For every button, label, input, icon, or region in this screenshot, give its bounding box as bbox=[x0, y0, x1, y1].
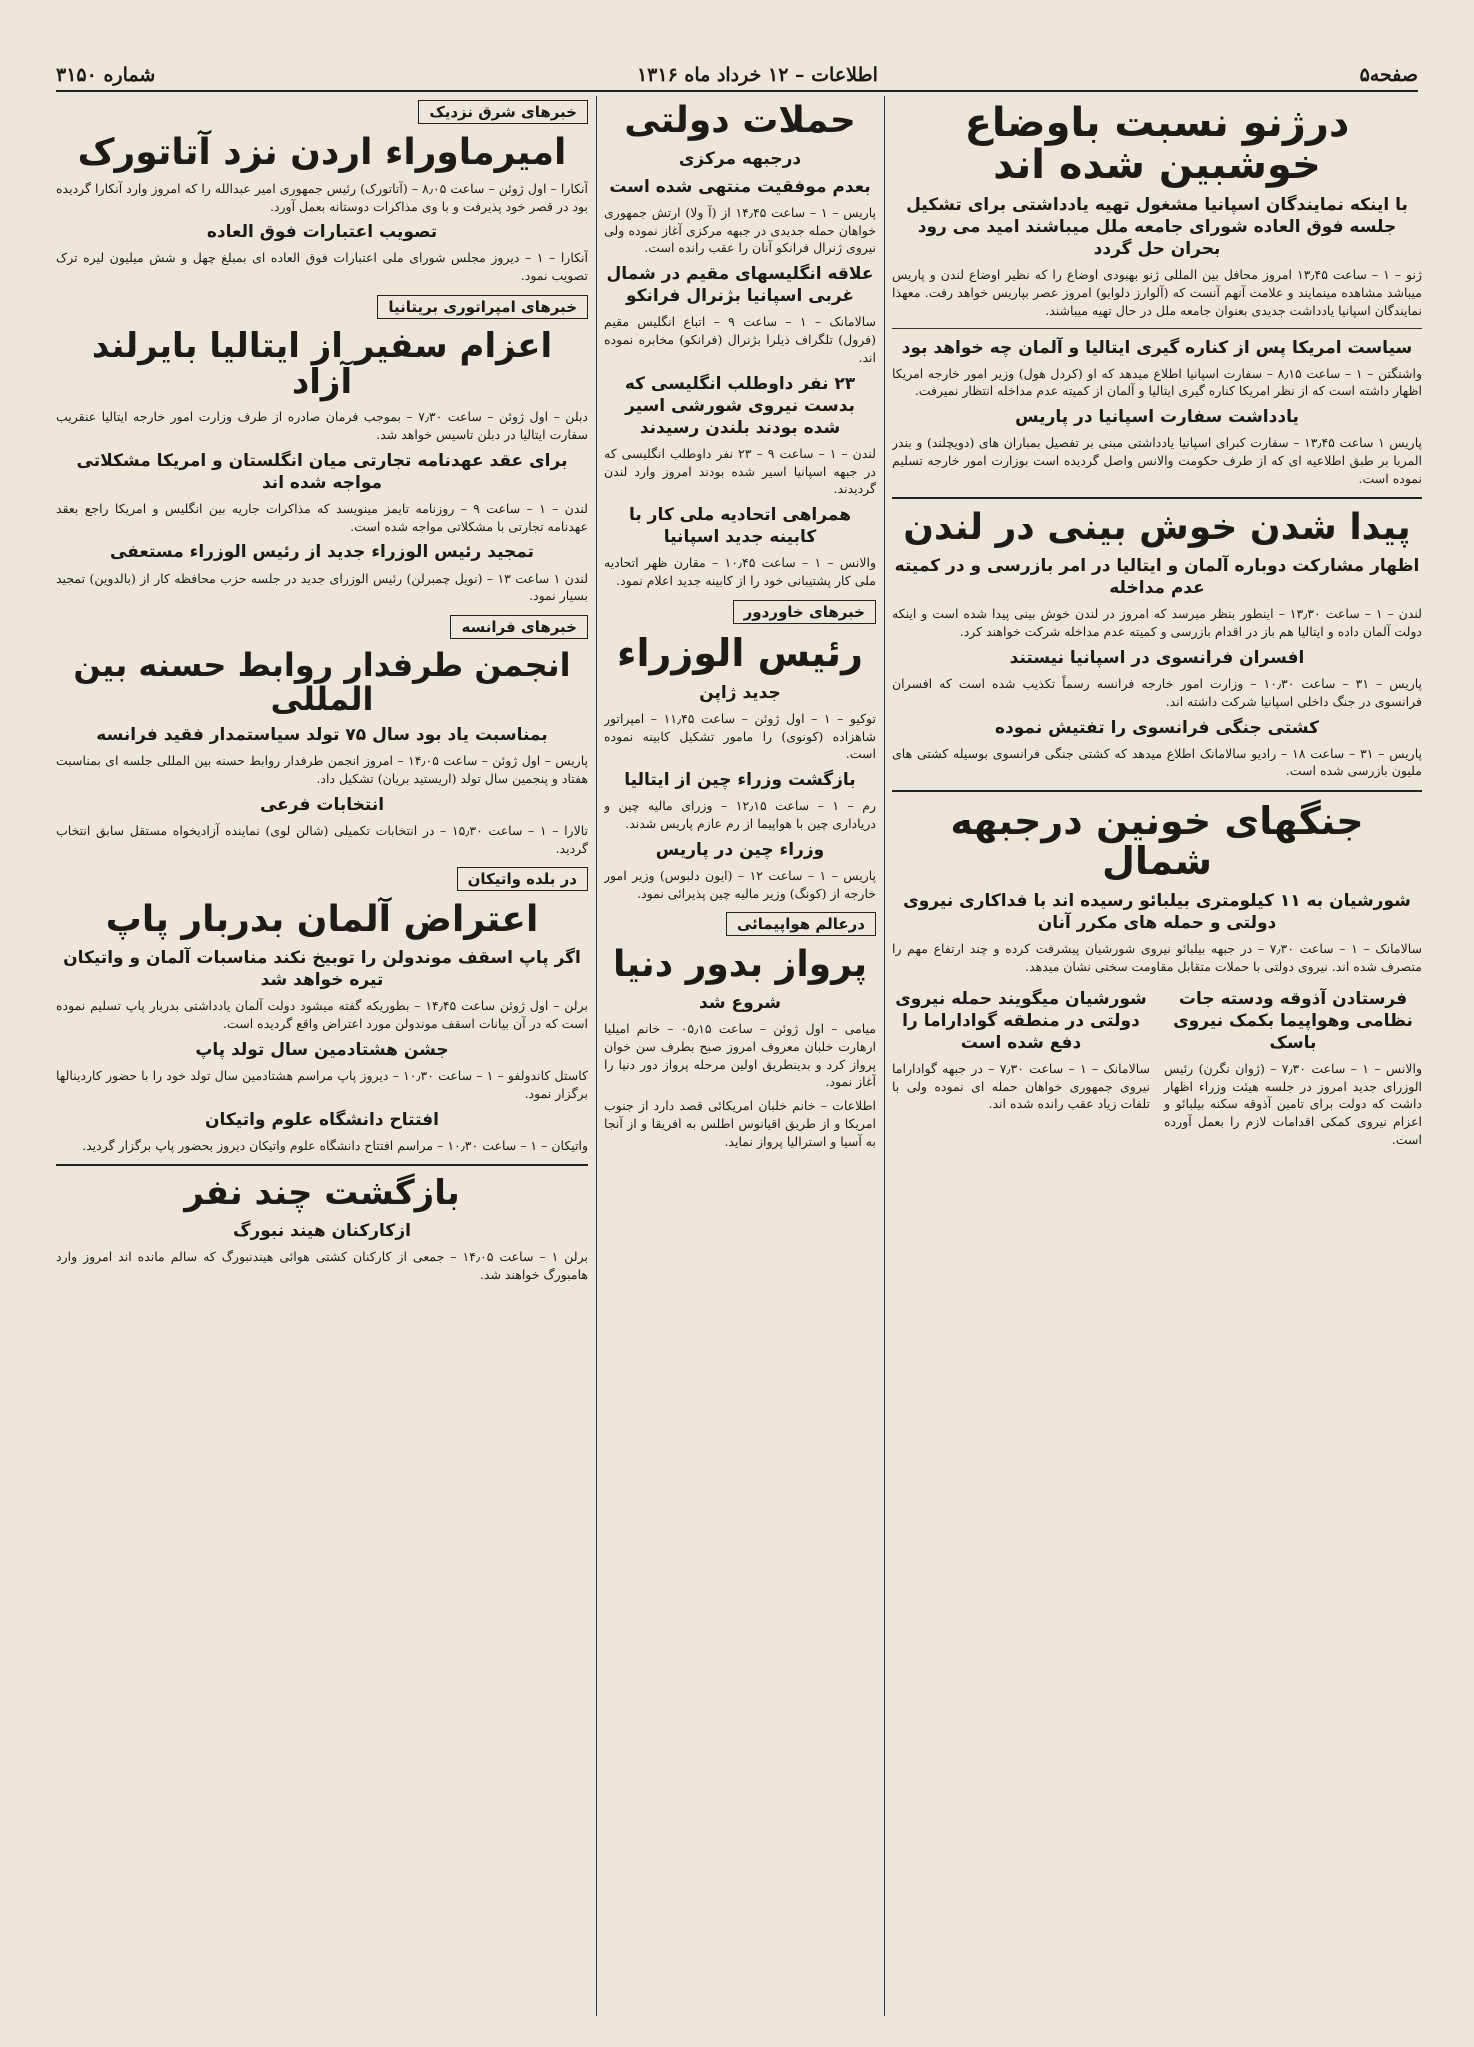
divider bbox=[56, 1164, 588, 1166]
article-japan-pm: توکیو – ۱ – اول ژوئن – ساعت ۱۱٫۴۵ – امپراتور شاهزاده (کونوی) را مامور تشکیل کابینه نموده است. bbox=[604, 710, 876, 762]
subhead-german-protest: اگر پاپ اسقف موندولن را توبیخ نکند مناسبات آلمان و واتیکان تیره خواهد شد bbox=[63, 948, 581, 991]
article-volunteers: لندن – ۱ – ساعت ۹ – ۲۳ نفر داوطلب انگلیسی که در جبهه اسپانیا اسیر شده بودند امروز وارد لندن گردیدند. bbox=[604, 445, 876, 497]
article-north-front: سالامانک – ۱ – ساعت ۷٫۳۰ – در جبهه بیلبائو نیروی شورشیان پیشرفت کرده و چند ارتفاع مهم را متصرف شده اند. نیروی دولتی با حملات متقابل مقاومت سختی نشان میدهد. bbox=[892, 941, 1422, 974]
subhead-central-front: درجبهه مرکزی bbox=[678, 148, 802, 169]
subhead-north-front: شورشیان به ۱۱ کیلومتری بیلبائو رسیده اند با فداکاری نیروی دولتی و حمله های مکرر آنان bbox=[903, 890, 1411, 934]
section-vatican: در بلده واتیکان bbox=[457, 867, 588, 891]
article-pope-birthday: کاستل کاندولفو – ۱ – ساعت ۱۰٫۳۰ – دیروز پاپ مراسم هشتادمین سال تولد خود را با حضور کاردینالها برگزار نمود. bbox=[56, 1068, 588, 1101]
headline-volunteers: ۲۳ نفر داوطلب انگلیسی که بدست نیروی شورشی اسیر شده بودند بلندن رسیدند bbox=[624, 373, 856, 438]
headline-pm-praise: تمجید رئیس الوزراء جدید از رئیس الوزراء مستعفی bbox=[109, 542, 535, 563]
subhead-london: اظهار مشارکت دوباره آلمان و ایتالیا در امر بازرسی و در کمیته عدم مداخله bbox=[894, 556, 1420, 599]
headline-credits: تصویب اعتبارات فوق العاده bbox=[206, 222, 438, 243]
headline-gov-attacks: حملات دولتی bbox=[624, 100, 856, 141]
page-number: صفحه۵ bbox=[1359, 64, 1418, 86]
headline-emir-ataturk: امیرماوراء اردن نزد آتاتورک bbox=[77, 132, 567, 173]
headline-french-officers: افسران فرانسوی در اسپانیا نیستند bbox=[1009, 647, 1305, 668]
headline-guadarrama: شورشیان میگویند حمله نیروی دولتی در منطقه گواداراما را دفع شده است bbox=[895, 988, 1147, 1053]
headline-us-policy: سیاست امریکا پس از کناره گیری ایتالیا و آلمان چه خواهد بود bbox=[901, 337, 1413, 358]
headline-return: بازگشت چند نفر bbox=[184, 1173, 460, 1214]
headline-japan-pm: رئیس الوزراء bbox=[617, 630, 863, 675]
section-france: خبرهای فرانسه bbox=[450, 615, 588, 639]
article-world-flight-note: اطلاعات – خانم خلبان امریکائی قصد دارد از جنوب امریکا و از طریق اقیانوس اطلس به افریقا و از آنجا به آسیا و استرالیا پرواز نماید. bbox=[604, 1098, 876, 1149]
section-british-empire: خبرهای امپراتوری بریتانیا bbox=[377, 295, 588, 319]
subhead-failure: بعدم موفقیت منتهی شده است bbox=[609, 176, 871, 197]
article-spain-note: پاریس ۱ ساعت ۱۳٫۴۵ – سفارت کبرای اسپانیا یادداشتی مبنی بر تفصیل بمباران های (دویچلند) و بندر المریا بر طبق اطلاعیه ای که از طرف حکومت والانس واصل گردیده است بوزارت امور خارجه تسلیم نموده است. bbox=[892, 435, 1422, 486]
column-rule bbox=[596, 96, 597, 2016]
divider bbox=[892, 497, 1422, 499]
page-header bbox=[56, 56, 1418, 92]
headline-british-franco: علاقه انگلیسهای مقیم در شمال غربی اسپانیا بژنرال فرانکو bbox=[606, 264, 874, 307]
headline-german-protest: اعتراض آلمان بدربار پاپ bbox=[105, 899, 539, 941]
article-credits: آنکارا – ۱ – دیروز مجلس شورای ملی اعتبارات فوق العاده ای بمبلغ چهل و شش میلیون لیره ترک تصویب نمود. bbox=[56, 250, 588, 284]
section-aviation: درعالم هواپیمائی bbox=[726, 912, 876, 936]
headline-warship: کشتی جنگی فرانسوی را تفتیش نموده bbox=[995, 717, 1319, 738]
headline-by-election: انتخابات فرعی bbox=[259, 794, 385, 815]
article-german-protest: برلن – اول ژوئن ساعت ۱۴٫۴۵ – بطوریکه گفته میشود دولت آلمان یادداشتی بدربار پاپ تسلیم نموده است که در آن بیانات اسقف موندولن مورد اعتراض واقع گردیده است. bbox=[56, 998, 588, 1032]
headline-pope-birthday: جشن هشتادمین سال تولد پاپ bbox=[195, 1039, 449, 1060]
article-goodwill-society: پاریس – اول ژوئن – ساعت ۱۴٫۰۵ – امروز انجمن طرفدار روابط حسنه بین المللی جلسه ای بمناسبت هفتاد و پنجمین سال تولد (اریستید بریان) تشکیل داد. bbox=[56, 753, 588, 787]
headline-spain-note: یادداشت سفارت اسپانیا در پاریس bbox=[1015, 407, 1299, 428]
headline-london: پیدا شدن خوش بینی در لندن bbox=[903, 507, 1411, 549]
article-china-italy: رم – ۱ – ساعت ۱۲٫۱۵ – وزرای مالیه چین و دریاداری چین با هواپیما از رم عازم پاریس شدند. bbox=[604, 798, 876, 831]
article-geneva: ژنو – ۱ – ساعت ۱۳٫۴۵ امروز محافل بین المللی ژنو بهبودی اوضاع را که نظیر اوضاع لندن و پاریس میباشد مشاهده مینمایند و علامت آنهم آنست که (آلوارز دلوایو) امروز عصر بپاریس خواهد رفت. معهذا نمایندگان اسپانیا یادداشت جدیدی بعنوان جامعه ملل در حال تهیه میباشند. bbox=[892, 267, 1422, 318]
headline-geneva: درژنو نسبت باوضاع خوشبین شده اند bbox=[964, 100, 1350, 188]
two-column-block bbox=[892, 982, 1422, 1155]
subhead-goodwill-society: بمناسبت یاد بود سال ۷۵ تولد سیاستمدار فقید فرانسه bbox=[96, 725, 548, 746]
article-emir-ataturk: آنکارا – اول ژوئن – ساعت ۸٫۰۵ – (آتاتورک) رئیس جمهوری امیر عبدالله را که امروز وارد آنکارا گردیده بود در قصر خود پذیرفت و با وی مذاکرات دوستانه بعمل آورد. bbox=[56, 180, 588, 214]
article-gov-attacks: پاریس – ۱ – ساعت ۱۴٫۴۵ از (آ ولا) ارتش جمهوری خواهان حمله جدیدی در جبهه مرکزی آغاز نموده ولی نیروی ژنرال فرانکو آنان را عقب رانده است. bbox=[604, 204, 876, 256]
article-us-policy: واشنگتن – ۱ – ساعت ۸٫۱۵ – سفارت اسپانیا اطلاع میدهد که او (کردل هول) وزیر امور خارجه امریکا اظهار داشته است که از نظر امریکا کناره گیری ایتالیا و آلمان از کمیته عدم مداخله انتظار نمیرفت. bbox=[892, 365, 1422, 399]
article-warship: پاریس – ۳۱ – ساعت ۱۸ – رادیو سالامانک اطلاع میدهد که کشتی جنگی فرانسوی بوسیله کشتی های ملیون بازرسی شده است. bbox=[892, 745, 1422, 779]
headline-labor-union: همراهی اتحادیه ملی کار با کابینه جدید اسپانیا bbox=[629, 505, 851, 548]
column-right bbox=[892, 96, 1422, 2016]
section-far-east: خبرهای خاوردور bbox=[733, 600, 876, 624]
article-trade-treaty: لندن – ۱ – ساعت ۹ – روزنامه تایمز مینویسد که مذاکرات جاریه بین انگلیس و امریکا راجع بعقد عهدنامه تجارتی با مشکلاتی مواجه شده است. bbox=[56, 500, 588, 534]
headline-vatican-university: افتتاح دانشگاه علوم واتیکان bbox=[205, 1109, 439, 1130]
divider bbox=[892, 790, 1422, 792]
headline-trade-treaty: برای عقد عهدنامه تجارتی میان انگلستان و امریکا مشکلاتی مواجه شده اند bbox=[76, 450, 568, 493]
article-french-officers: پاریس – ۳۱ – ساعت ۱۰٫۳۰ – وزارت امور خارجه فرانسه رسماً تکذیب شده است که افسران فرانسوی در جنگ داخلی اسپانیا شرکت داشته اند. bbox=[892, 676, 1422, 709]
subhead-return: ازکارکنان هیند نبورگ bbox=[233, 1221, 411, 1242]
subhead-geneva: با اینکه نمایندگان اسپانیا مشغول تهیه یادداشتی برای تشکیل جلسه فوق العاده شورای جامعه ملل میباشند امید می رود بحران حل گردد bbox=[906, 195, 1408, 260]
column-rule bbox=[884, 96, 885, 2016]
masthead-date: اطلاعات – ۱۲ خرداد ماه ۱۳۱۶ bbox=[636, 64, 878, 86]
headline-italy-ireland: اعزام سفیر از ایتالیا بایرلند آزاد bbox=[91, 325, 553, 402]
issue-number: شماره ۳۱۵۰ bbox=[56, 64, 156, 86]
subhead-world-flight: شروع شد bbox=[699, 993, 781, 1014]
article-british-franco: سالامانک – ۱ – ساعت ۹ – اتباع انگلیس مقیم (فرول) تلگراف ذیلرا بژنرال (فرانکو) مخابره نموده اند. bbox=[604, 314, 876, 365]
article-world-flight: میامی – اول ژوئن – ساعت ۰۵٫۱۵ – خانم امیلیا ارهارت خلبان معروف امروز صبح بطرف سن خوان پرواز کرد و بدینطریق اولین مرحله پرواز دور دنیا را آغاز نمود. bbox=[604, 1021, 876, 1090]
headline-china-italy: بازگشت وزراء چین از ایتالیا bbox=[624, 770, 856, 791]
article-labor-union: والانس – ۱ – ساعت ۱۰٫۴۵ – مقارن ظهر اتحادیه ملی کار پشتیبانی خود را از کابینه جدید اعلام نمود. bbox=[604, 555, 876, 589]
headline-china-paris: وزراء چین در پاریس bbox=[655, 839, 825, 860]
article-by-election: تالارا – ۱ – ساعت ۱۵٫۳۰ – در انتخابات تکمیلی (شالن لوی) نماینده آزادیخواه مستقل سابق انتخاب گردید. bbox=[56, 822, 588, 856]
subhead-japan-pm: جدید ژاپن bbox=[699, 682, 781, 703]
article-supplies: والانس – ۱ – ساعت ۷٫۳۰ – (ژوان نگرن) رئیس الوزرای جدید امروز در جلسه هیئت وزراء اظهار داشت که دولت برای تامین آذوقه سکنه بیلبائو و اعزام نیروی کمکی اقدامات لازم را بعمل آورده است. bbox=[1164, 1060, 1422, 1147]
headline-supplies: فرستادن آذوقه ودسته جات نظامی وهواپیما بکمک نیروی باسک bbox=[1173, 988, 1413, 1053]
article-china-paris: پاریس – ۱ – ساعت ۱۲ – (ایون دلبوس) وزیر امور خارجه از (کونگ) وزیر مالیه چین پذیرائی نمود. bbox=[604, 867, 876, 901]
divider bbox=[892, 328, 1422, 329]
headline-north-front: جنگهای خونین درجبهه شمال bbox=[950, 799, 1364, 884]
article-return: برلن ۱ – ساعت ۱۴٫۰۵ – جمعی از کارکنان کشتی هوائی هیندنبورگ که سالم مانده اند امروز وارد هامبورگ خواهند شد. bbox=[56, 1249, 588, 1282]
column-left bbox=[56, 96, 588, 2016]
article-vatican-university: واتیکان – ۱ – ساعت ۱۰٫۳۰ – مراسم افتتاح دانشگاه علوم واتیکان دیروز بحضور پاپ برگزار گردید. bbox=[82, 1137, 588, 1153]
article-guadarrama: سالامانک – ۱ – ساعت ۷٫۳۰ – در جبهه گواداراما نیروی جمهوری خواهان حمله ای نموده ولی با تلفات زیاد عقب رانده شده اند. bbox=[892, 1060, 1150, 1112]
article-italy-ireland: دبلن – اول ژوئن – ساعت ۷٫۳۰ – بموجب فرمان صادره از طرف وزارت امور خارجه ایتالیا عنقریب سفارت ایتالیا در دبلن تاسیس خواهد شد. bbox=[56, 409, 588, 443]
section-near-east: خبرهای شرق نزدیک bbox=[418, 100, 588, 124]
headline-world-flight: پرواز بدور دنیا bbox=[612, 944, 868, 986]
article-pm-praise: لندن ۱ ساعت ۱۳ – (نویل چمبرلن) رئیس الوزرای جدید در جلسه حزب محافظه کار از (بالدوین) تمجید بسیار نمود. bbox=[56, 570, 588, 604]
article-london: لندن – ۱ – ساعت ۱۳٫۳۰ – اینطور بنظر میرسد که امروز در لندن خوش بینی پیدا شده است و اینکه دولت آلمان داده و ایتالیا هم باز در اقدام بازرسی و کمیته عدم مداخله شرکت خواهند کرد. bbox=[892, 606, 1422, 640]
column-middle bbox=[604, 96, 876, 2016]
headline-goodwill-society: انجمن طرفدار روابط حسنه بین المللی bbox=[73, 646, 571, 718]
